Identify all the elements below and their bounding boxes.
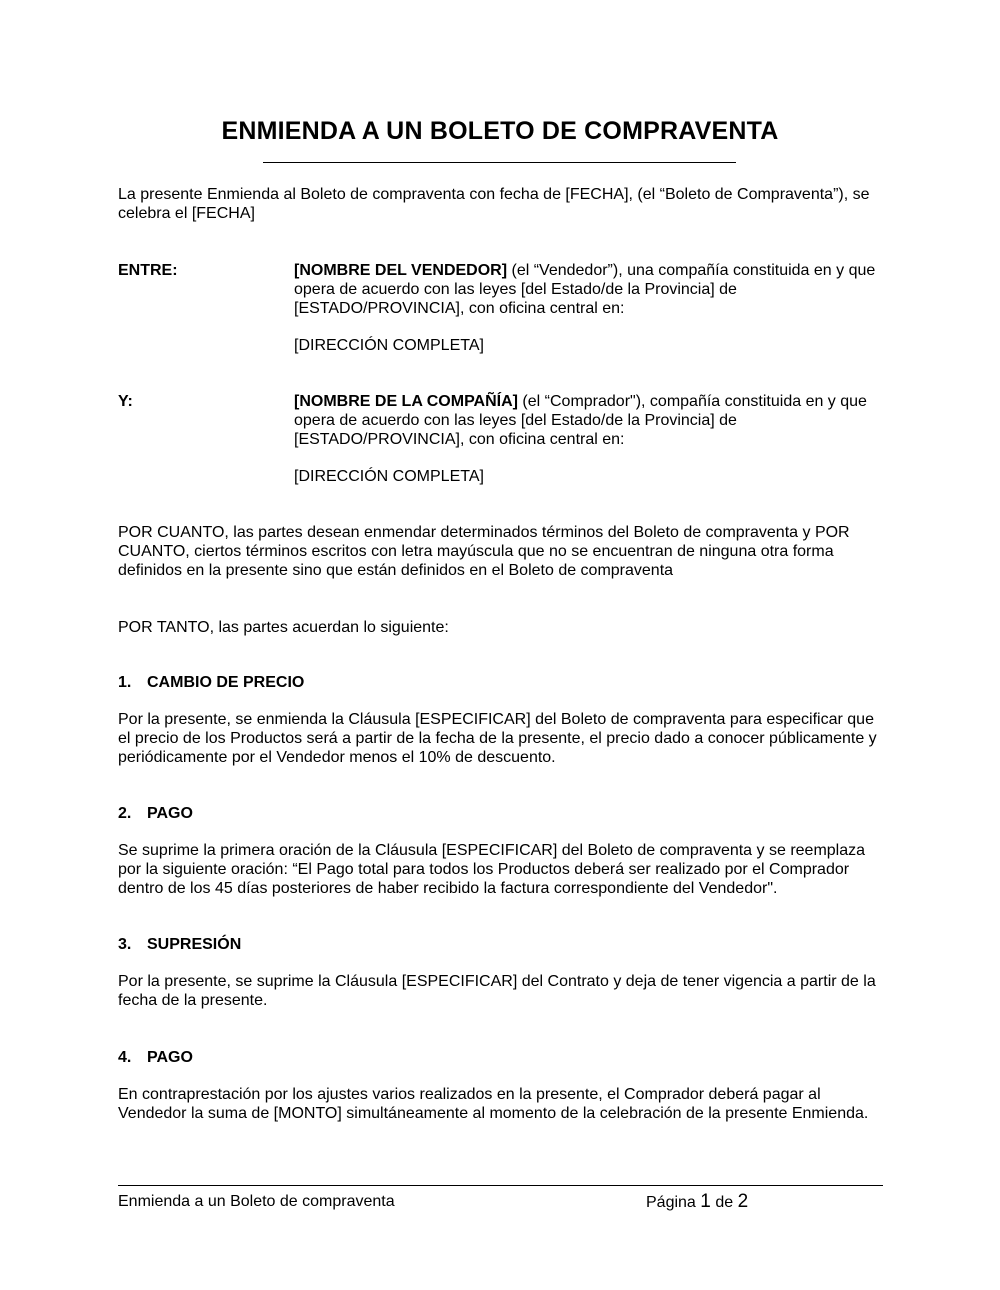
section-heading — [118, 673, 304, 692]
section-body: En contraprestación por los ajustes varios realizados en la presente, el Comprador deberá pagar al Vendedor la suma de [MONTO] simultáneamente al momento de la celebración de la presente Enmienda. — [118, 1086, 869, 1122]
section-number: 4. — [118, 1049, 132, 1066]
page-of: de — [715, 1194, 734, 1211]
section-number: 3. — [118, 936, 132, 953]
party-text-buyer — [294, 392, 894, 449]
section-body: Por la presente, se suprime la Cláusula [ESPECIFICAR] del Contrato y deja de tener vigencia a partir de la fecha de la presente. — [118, 973, 876, 1009]
section-heading — [118, 935, 241, 954]
therefore-paragraph: POR TANTO, las partes acuerdan lo siguiente: — [118, 619, 449, 636]
footer-page-number — [646, 1191, 748, 1213]
section-number: 2. — [118, 805, 132, 822]
document-title: ENMIENDA A UN BOLETO DE COMPRAVENTA — [221, 117, 779, 145]
section-body: Se suprime la primera oración de la Cláusula [ESPECIFICAR] del Boleto de compraventa y se reemplaza por la siguiente oración: “El Pago total para todos los Productos deberá ser realizado por el Comprador dentro de los 45 días posteriores de haber recibido la factura correspondiente del Vendedor". — [118, 842, 866, 897]
buyer-description: (el “Comprador"), compañía constituida en y que opera de acuerdo con las leyes [del Estado/de la Provincia] de [ESTADO/PROVINCIA], con oficina central en: — [294, 393, 867, 448]
seller-name: [NOMBRE DEL VENDEDOR] — [294, 262, 508, 279]
section-title: SUPRESIÓN — [147, 936, 242, 953]
page-label: Página — [646, 1194, 696, 1211]
seller-description: (el “Vendedor”), una compañía constituida en y que opera de acuerdo con las leyes [del Estado/de la Provincia] de [ESTADO/PROVINCIA], con oficina central en: — [294, 262, 876, 317]
section-number: 1. — [118, 674, 132, 691]
party-text-seller — [294, 261, 894, 318]
buyer-address: [DIRECCIÓN COMPLETA] — [294, 468, 484, 485]
section-title: CAMBIO DE PRECIO — [147, 674, 305, 691]
page-total: 2 — [737, 1191, 749, 1212]
section-title: PAGO — [147, 1049, 193, 1066]
section-heading — [118, 804, 193, 823]
intro-paragraph: La presente Enmienda al Boleto de compraventa con fecha de [FECHA], (el “Boleto de Compraventa”), se celebra el [FECHA] — [118, 186, 870, 222]
seller-address: [DIRECCIÓN COMPLETA] — [294, 337, 484, 354]
whereas-paragraph: POR CUANTO, las partes desean enmendar determinados términos del Boleto de compraventa y POR CUANTO, ciertos términos escritos con letra mayúscula que no se encuentran de ninguna otra forma definidos en la presente sino que están definidos en el Boleto de compraventa — [118, 524, 850, 579]
page-current: 1 — [700, 1191, 711, 1212]
party-label-seller: ENTRE: — [118, 262, 178, 279]
party-label-buyer: Y: — [118, 393, 133, 410]
footer-document-name: Enmienda a un Boleto de compraventa — [118, 1193, 395, 1210]
section-heading — [118, 1048, 193, 1067]
section-body: Por la presente, se enmienda la Cláusula [ESPECIFICAR] del Boleto de compraventa para especificar que el precio de los Productos será a partir de la fecha de la presente, el precio dado a conocer públicamente y periódicamente por el Vendedor menos el 10% de descuento. — [118, 711, 877, 766]
title-underline — [263, 162, 736, 163]
footer-divider — [118, 1185, 883, 1186]
section-title: PAGO — [147, 805, 193, 822]
buyer-name: [NOMBRE DE LA COMPAÑÍA] — [294, 393, 518, 410]
